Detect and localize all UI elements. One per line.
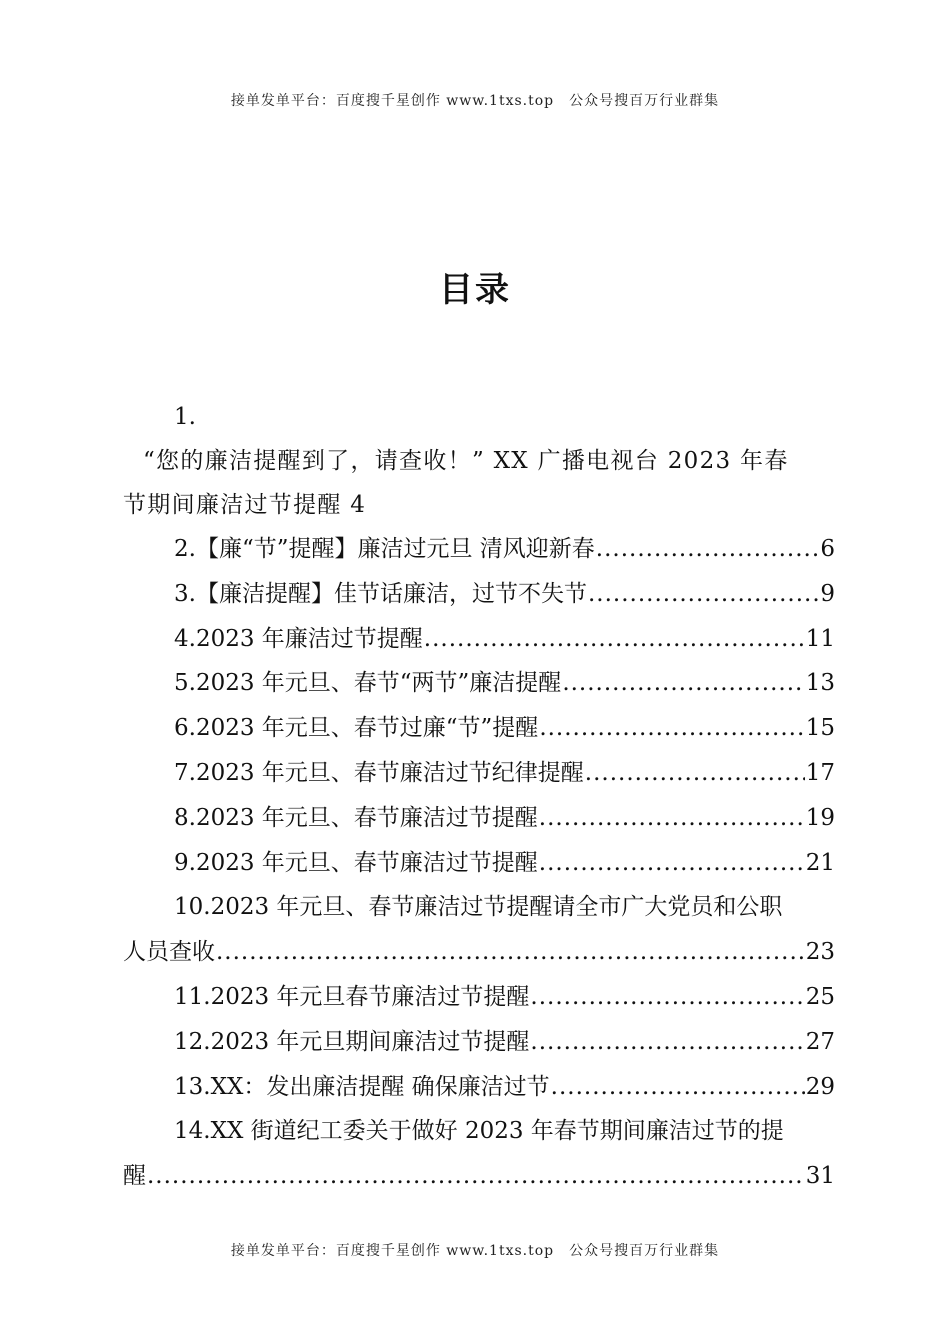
toc-entry-text: 9.2023 年元旦、春节廉洁过节提醒 xyxy=(174,849,538,876)
toc-leader-dots xyxy=(551,1065,805,1110)
toc-entry-6[interactable] xyxy=(123,706,835,751)
toc-leader-dots xyxy=(588,572,819,617)
toc-leader-dots xyxy=(539,796,805,841)
toc-leader-dots xyxy=(562,661,804,706)
toc-entry-11[interactable] xyxy=(123,975,835,1020)
toc-page-number: 9 xyxy=(820,580,835,607)
toc-page-number: 13 xyxy=(805,670,835,697)
toc-entry-9[interactable] xyxy=(123,841,835,886)
toc-entry-text: 10.2023 年元旦、春节廉洁过节提醒请全市广大党员和公职 xyxy=(174,894,783,921)
toc-leader-dots xyxy=(216,930,805,975)
toc-entry-text: 3.【廉洁提醒】佳节话廉洁，过节不失节 xyxy=(174,580,587,607)
toc-page-number: 27 xyxy=(805,1028,835,1055)
toc-page-number: 21 xyxy=(805,849,835,876)
toc-entry-13[interactable] xyxy=(123,1065,835,1110)
table-of-contents xyxy=(123,395,835,1199)
toc-page-number: 17 xyxy=(805,759,835,786)
toc-entry-text: 11.2023 年元旦春节廉洁过节提醒 xyxy=(174,983,530,1010)
toc-entry-text: 14.XX 街道纪工委关于做好 2023 年春节期间廉洁过节的提 xyxy=(174,1118,784,1145)
toc-entry-5[interactable] xyxy=(123,661,835,706)
toc-leader-dots xyxy=(585,751,805,796)
toc-entry-number: 1. xyxy=(174,404,196,430)
toc-leader-dots xyxy=(596,527,820,572)
toc-entry-text-continued: 人员查收 xyxy=(123,939,215,966)
toc-leader-dots xyxy=(530,975,804,1020)
toc-entry-12[interactable] xyxy=(123,1020,835,1065)
toc-entry-text-line1: “您的廉洁提醒到了，请查收！” XX 广播电视台 2023 年春 xyxy=(143,448,789,474)
toc-entry-text-line2: 节期间廉洁过节提醒 4 xyxy=(123,492,367,518)
toc-entry-text: 4.2023 年廉洁过节提醒 xyxy=(174,625,423,652)
toc-page-number: 25 xyxy=(805,983,835,1010)
toc-entry-3[interactable] xyxy=(123,572,835,617)
toc-page-number: 29 xyxy=(805,1073,835,1100)
page-footer: 接单发单平台：百度搜千星创作 www.1txs.top 公众号搜百万行业群集 xyxy=(230,1243,720,1259)
toc-entry-4[interactable] xyxy=(123,617,835,662)
toc-page-number: 31 xyxy=(805,1163,835,1190)
toc-entry-14[interactable] xyxy=(123,1109,835,1199)
toc-leader-dots xyxy=(530,1020,804,1065)
toc-leader-dots xyxy=(424,617,805,662)
toc-entry-2[interactable] xyxy=(123,527,835,572)
toc-page-number: 23 xyxy=(805,939,835,966)
toc-page-number: 19 xyxy=(805,804,835,831)
page-header: 接单发单平台：百度搜千星创作 www.1txs.top 公众号搜百万行业群集 xyxy=(230,93,720,109)
toc-leader-dots xyxy=(147,1154,805,1199)
toc-entry-8[interactable] xyxy=(123,796,835,841)
toc-entry-text: 13.XX：发出廉洁提醒 确保廉洁过节 xyxy=(174,1073,550,1100)
toc-entry-10[interactable] xyxy=(123,885,835,975)
toc-leader-dots xyxy=(539,841,805,886)
toc-entry-1[interactable] xyxy=(123,395,835,527)
toc-page-number: 15 xyxy=(805,715,835,742)
toc-entry-7[interactable] xyxy=(123,751,835,796)
toc-entry-text: 7.2023 年元旦、春节廉洁过节纪律提醒 xyxy=(174,759,584,786)
toc-entry-text: 2.【廉“节”提醒】廉洁过元旦 清风迎新春 xyxy=(174,536,595,562)
page-title: 目录 xyxy=(439,270,511,310)
toc-entry-text: 8.2023 年元旦、春节廉洁过节提醒 xyxy=(174,804,538,831)
toc-entry-text: 5.2023 年元旦、春节“两节”廉洁提醒 xyxy=(174,670,562,697)
toc-entry-text: 12.2023 年元旦期间廉洁过节提醒 xyxy=(174,1028,530,1055)
toc-page-number: 11 xyxy=(805,625,835,652)
toc-page-number: 6 xyxy=(820,536,835,562)
toc-entry-text-continued: 醒 xyxy=(123,1163,146,1190)
toc-leader-dots xyxy=(539,706,804,751)
toc-entry-text: 6.2023 年元旦、春节过廉“节”提醒 xyxy=(174,715,539,742)
